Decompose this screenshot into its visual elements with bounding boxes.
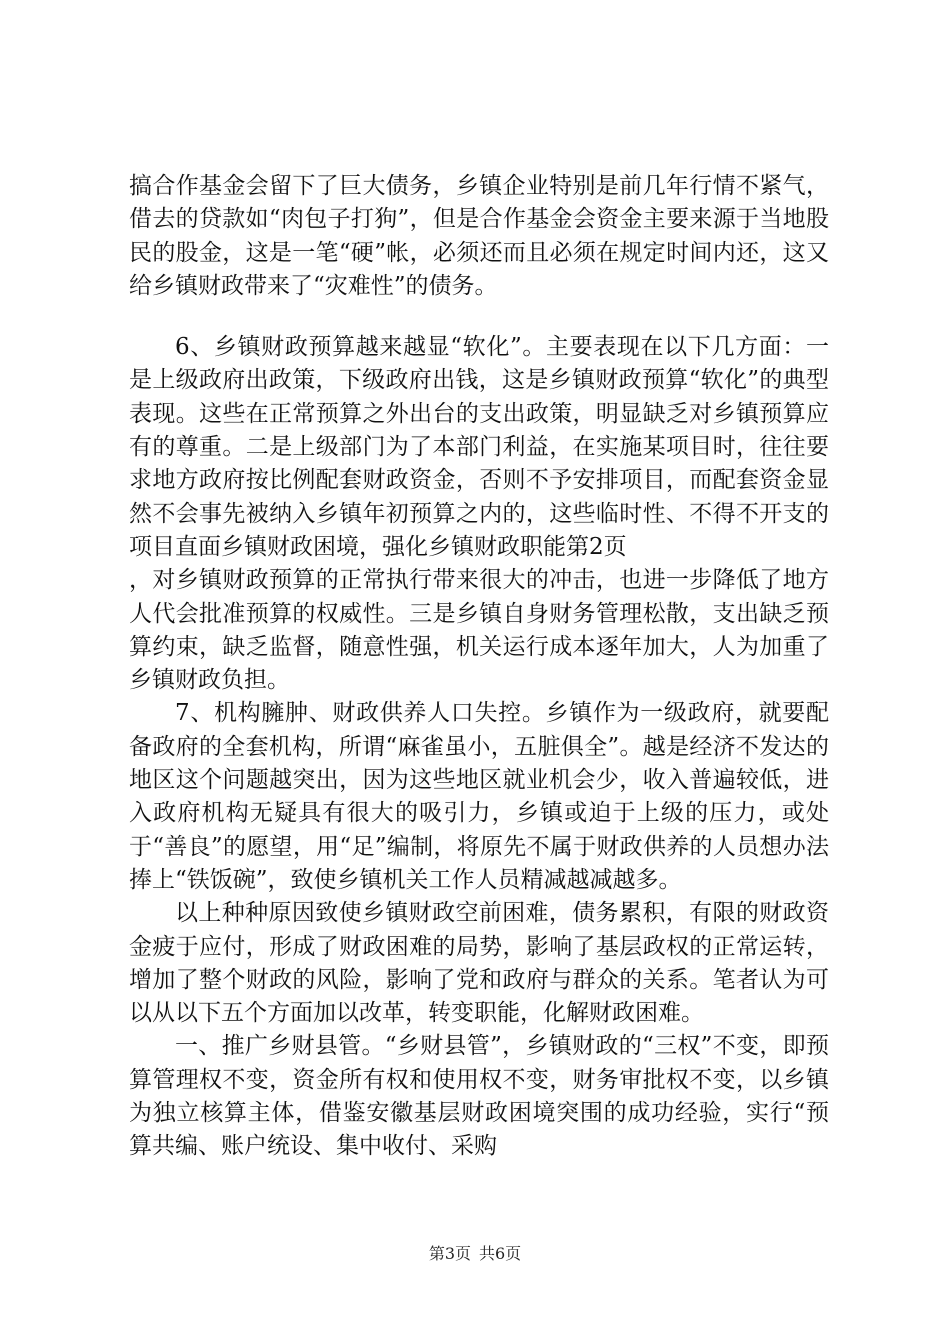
paragraph-budget-softening: 6、乡镇财政预算越来越显“软化”。主要表现在以下几方面：一是上级政府出政策，下级政府出钱，这是乡镇财政预算“软化”的典型表现。这些在正常预算之外出台的支出政策，明显缺乏对乡镇预算应有的尊重。二是上级部门为了本部门利益，在实施某项目时，往往要求地方政府按比例配套财政资金，否则不予安排项目，而配套资金显然不会事先被纳入乡镇年初预算之内的，这些临时性、不得不开支的项目直面乡镇财政困境，强化乡镇财政职能第2页 [129, 334, 829, 560]
paragraph-summary: 以上种种原因致使乡镇财政空前困难，债务累积，有限的财政资金疲于应付，形成了财政困难的局势，影响了基层政权的正常运转，增加了整个财政的风险，影响了党和政府与群众的关系。笔者认为可以从以下五个方面加以改革，转变职能，化解财政困难。 [129, 900, 829, 1027]
document-body [129, 170, 829, 1164]
current-page-number: 第3页 [428, 1244, 471, 1263]
page-footer [0, 1244, 950, 1264]
total-page-count: 共6页 [479, 1244, 522, 1263]
paragraph-gap [129, 303, 829, 331]
paragraph-debt-continuation: 搞合作基金会留下了巨大债务，乡镇企业特别是前几年行情不紧气，借去的贷款如“肉包子打狗”，但是合作基金会资金主要来源于当地股民的股金，这是一笔“硬”帐，必须还而且必须在规定时间内还，这又给乡镇财政带来了“灾难性”的债务。 [129, 173, 829, 299]
paragraph-reform-one: 一、推广乡财县管。“乡财县管”，乡镇财政的“三权”不变，即预算管理权不变，资金所有权和使用权不变，财务审批权不变，以乡镇为独立核算主体，借鉴安徽基层财政困境突围的成功经验，实行“预算共编、账户统设、集中收付、采购 [129, 1033, 829, 1160]
paragraph-bloated-agencies: 7、机构臃肿、财政供养人口失控。乡镇作为一级政府，就要配备政府的全套机构，所谓“麻雀虽小，五脏俱全”。越是经济不发达的地区这个问题越突出，因为这些地区就业机会少，收入普遍较低，进入政府机构无疑具有很大的吸引力，乡镇或迫于上级的压力，或处于“善良”的愿望，用“足”编制，将原先不属于财政供养的人员想办法捧上“铁饭碗”，致使乡镇机关工作人员精减越减越多。 [129, 700, 829, 893]
paragraph-budget-impact: ，对乡镇财政预算的正常执行带来很大的冲击，也进一步降低了地方人代会批准预算的权威性。三是乡镇自身财务管理松散，支出缺乏预算约束，缺乏监督，随意性强，机关运行成本逐年加大，人为加重了乡镇财政负担。 [129, 567, 829, 694]
